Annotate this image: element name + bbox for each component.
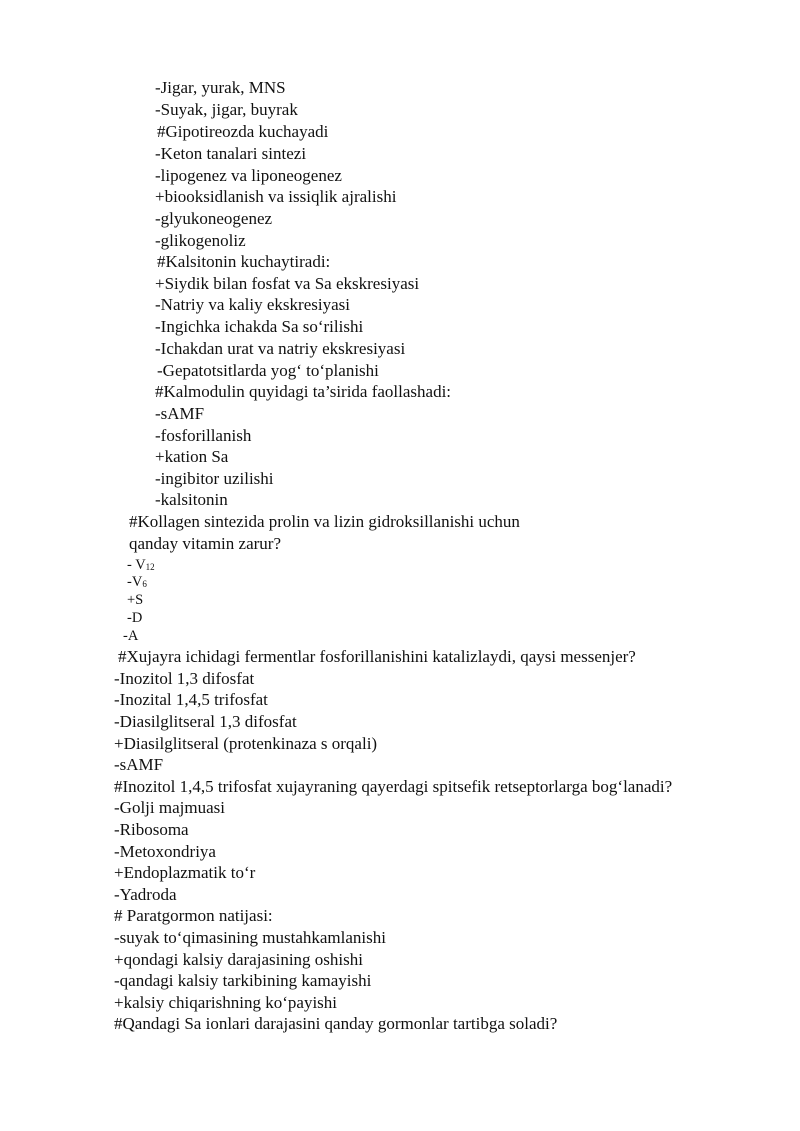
text-line: -Suyak, jigar, buyrak (155, 100, 298, 119)
answer-option-correct: +Diasilglitseral (protenkinaza s orqali) (114, 734, 378, 753)
question-line: #Gipotireozda kuchayadi (157, 122, 329, 141)
answer-option: -Natriy va kaliy ekskresiyasi (155, 295, 350, 314)
answer-option: -Ingichka ichakda Sa so‘rilishi (155, 317, 364, 336)
answer-option-correct: +kation Sa (155, 447, 229, 466)
answer-option: $-V_6$ (127, 574, 147, 590)
question-line: qanday vitamin zarur? (129, 534, 281, 553)
answer-option: -Inozital 1,4,5 trifosfat (114, 690, 268, 709)
answer-option: -Diasilglitseral 1,3 difosfat (114, 712, 297, 731)
question-line: #Xujayra ichidagi fermentlar fosforillanishini katalizlaydi, qaysi messenjer? (118, 647, 636, 666)
answer-option: -D (127, 610, 143, 626)
answer-option: -Keton tanalari sintezi (155, 144, 307, 163)
answer-option: -Golji majmuasi (114, 798, 225, 817)
question-line: #Kalsitonin kuchaytiradi: (157, 252, 331, 271)
answer-option-correct: +S (127, 592, 144, 608)
answer-option: -A (123, 628, 139, 644)
answer-option-correct: +biooksidlanish va issiqlik ajralishi (155, 187, 397, 206)
answer-option: -glikogenoliz (155, 231, 246, 250)
answer-option: -suyak to‘qimasining mustahkamlanishi (114, 928, 386, 947)
answer-option: -Inozitol 1,3 difosfat (114, 669, 255, 688)
answer-option: -Yadroda (114, 885, 177, 904)
text-line: -Jigar, yurak, MNS (155, 78, 286, 97)
answer-option: -fosforillanish (155, 426, 252, 445)
answer-option: -Ribosoma (114, 820, 189, 839)
answer-option-correct: +kalsiy chiqarishning ko‘payishi (114, 993, 338, 1012)
question-line: #Qandagi Sa ionlari darajasini qanday gormonlar tartibga soladi? (114, 1014, 558, 1033)
answer-option: -sAMF (114, 755, 164, 774)
answer-option: -Ichakdan urat va natriy ekskresiyasi (155, 339, 406, 358)
answer-option-correct: +Siydik bilan fosfat va Sa ekskresiyasi (155, 274, 420, 293)
answer-option: -ingibitor uzilishi (155, 469, 274, 488)
answer-option: -kalsitonin (155, 490, 228, 509)
answer-option: -sAMF (155, 404, 205, 423)
answer-option: - $V_{12}$ (127, 557, 155, 573)
answer-option: -Metoxondriya (114, 842, 216, 861)
question-line: #Kalmodulin quyidagi ta’sirida faollashadi: (155, 382, 452, 401)
answer-option-correct: +qondagi kalsiy darajasining oshishi (114, 950, 363, 969)
question-line: # Paratgormon natijasi: (114, 906, 273, 925)
answer-option: -qandagi kalsiy tarkibining kamayishi (114, 971, 372, 990)
answer-option: -lipogenez va liponeogenez (155, 166, 342, 185)
answer-option: -glyukoneogenez (155, 209, 273, 228)
question-line: #Kollagen sintezida prolin va lizin gidroksillanishi uchun (129, 512, 520, 531)
answer-option: -Gepatotsitlarda yog‘ to‘planishi (157, 361, 379, 380)
question-line: #Inozitol 1,4,5 trifosfat xujayraning qayerdagi spitsefik retseptorlarga bog‘lanadi? (114, 777, 673, 796)
answer-option-correct: +Endoplazmatik to‘r (114, 863, 256, 882)
